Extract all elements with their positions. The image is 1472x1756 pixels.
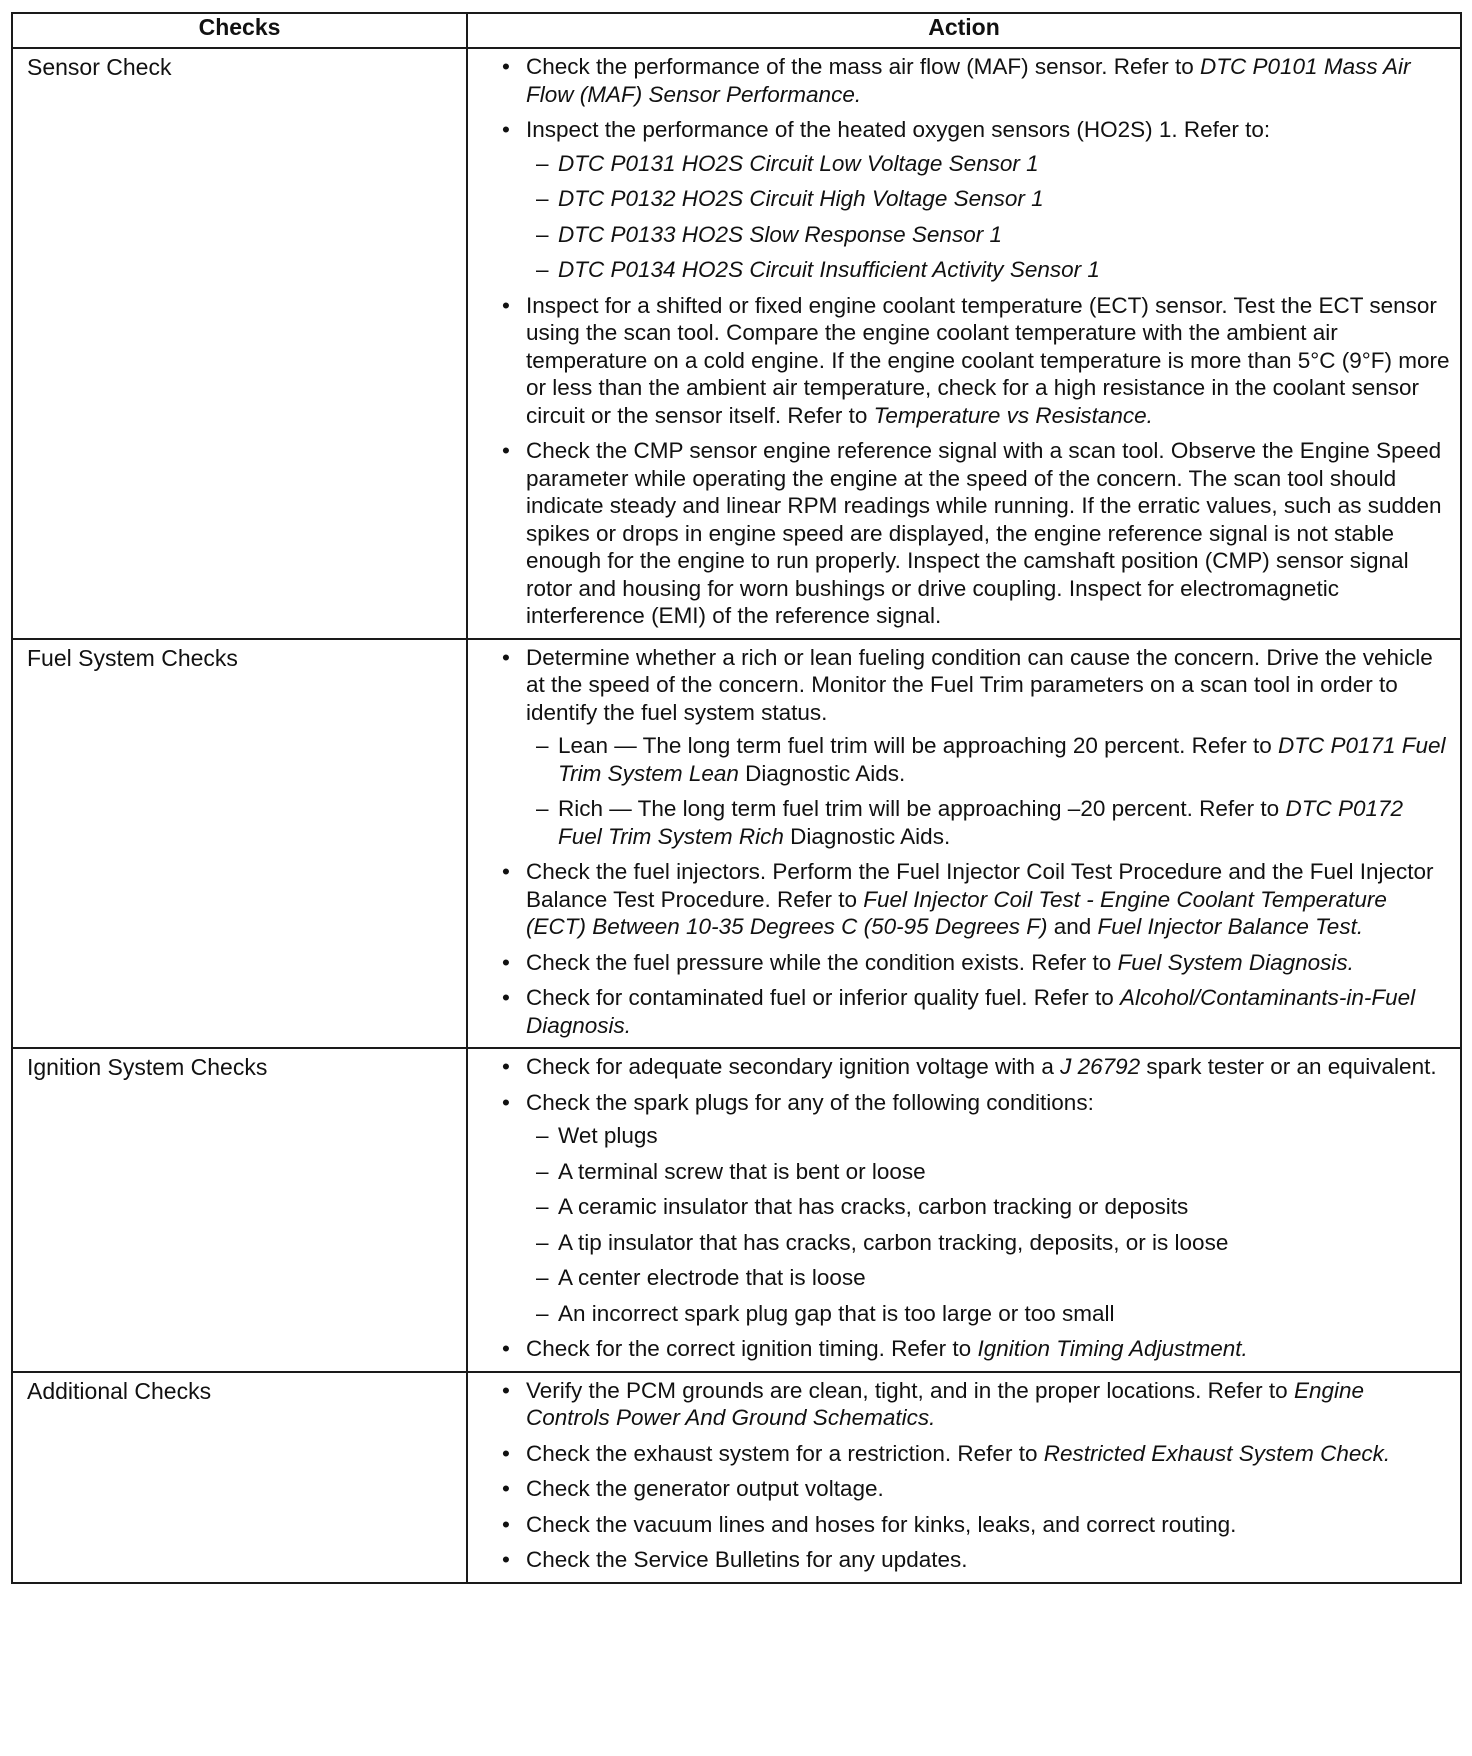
sub-item — [526, 1264, 1450, 1292]
sub-list — [526, 150, 1450, 284]
sub-item — [526, 150, 1450, 178]
action-text: Check the spark plugs for any of the following conditions: — [526, 1089, 1094, 1115]
sub-item — [526, 1300, 1450, 1328]
reference-text: Fuel System Diagnosis. — [1117, 949, 1354, 975]
dash-marker: – — [536, 257, 549, 282]
sub-item — [526, 185, 1450, 213]
dash-marker: – — [536, 1194, 549, 1219]
action-text: Inspect for a shifted or fixed engine coolant temperature (ECT) sensor. Test the ECT sensor using the scan tool. Compare the engine coolant temperature with the ambient air temperature on a cold engine. If the engine coolant temperature is more than 5°C (9°F) more or less than the ambient air temperature, check for a high resistance in the coolant sensor circuit or the sensor itself. Refer to — [526, 292, 1450, 428]
reference-text: DTC P0172 Fuel Trim System Rich — [558, 796, 1404, 849]
sub-list — [526, 732, 1450, 850]
action-cell — [467, 1372, 1461, 1583]
action-list — [498, 1053, 1450, 1363]
action-text: Check the performance of the mass air flow (MAF) sensor. Refer to — [526, 54, 1201, 79]
action-text: Determine whether a rich or lean fueling condition can cause the concern. Drive the vehicle at the speed of the concern. Monitor the Fuel Trim parameters on a scan tool in order to identify the fuel system status. — [526, 644, 1433, 725]
action-item-text — [526, 1512, 1236, 1537]
dash-marker: – — [536, 1300, 549, 1326]
checks-table — [11, 12, 1462, 1584]
check-name: Sensor Check — [12, 48, 467, 639]
action-text: Check the vacuum lines and hoses for kinks, leaks, and correct routing. — [526, 1511, 1237, 1537]
action-item — [498, 1440, 1450, 1468]
reference-text: Ignition Timing Adjustment. — [977, 1336, 1248, 1361]
action-text: spark tester or an equivalent. — [1140, 1054, 1437, 1079]
action-item — [498, 984, 1450, 1039]
dash-marker: – — [536, 1123, 549, 1148]
action-text: Check for adequate secondary ignition voltage with a — [526, 1054, 1061, 1079]
action-item — [498, 1511, 1450, 1539]
action-text: Diagnostic Aids. — [783, 823, 951, 849]
reference-text: Engine Controls Power And Ground Schematics. — [526, 1377, 1364, 1430]
sub-item — [526, 732, 1450, 787]
sub-item — [526, 256, 1450, 284]
reference-text: DTC P0131 HO2S Circuit Low Voltage Sensor 1 — [558, 150, 1039, 176]
reference-text: Restricted Exhaust System Check. — [1043, 1440, 1391, 1466]
sub-item — [526, 795, 1450, 850]
table-row — [12, 1372, 1461, 1583]
reference-text: J 26792 — [1060, 1054, 1141, 1079]
action-item-text — [526, 985, 1415, 1038]
action-item — [498, 292, 1450, 430]
action-text: Check the exhaust system for a restriction. Refer to — [526, 1440, 1044, 1466]
sub-item — [526, 1193, 1450, 1221]
action-text: Diagnostic Aids. — [738, 760, 906, 786]
sub-item — [526, 1229, 1450, 1257]
action-text: A terminal screw that is bent or loose — [558, 1158, 926, 1184]
action-item — [498, 116, 1450, 284]
action-item — [498, 437, 1450, 630]
action-text: Rich — The long term fuel trim will be approaching –20 percent. Refer to — [558, 796, 1286, 821]
action-list — [498, 644, 1450, 1040]
table-row — [12, 1048, 1461, 1372]
action-item — [498, 1335, 1450, 1363]
sub-item — [526, 1158, 1450, 1186]
action-text: Lean — The long term fuel trim will be approaching 20 percent. Refer to — [558, 733, 1278, 758]
action-item-text — [526, 859, 1434, 939]
dash-marker: – — [536, 221, 549, 247]
reference-text: DTC P0133 HO2S Slow Response Sensor 1 — [558, 221, 1002, 247]
sub-list — [526, 1122, 1450, 1327]
action-text: Verify the PCM grounds are clean, tight, and in the proper locations. Refer to — [526, 1377, 1294, 1403]
dash-marker: – — [536, 1229, 549, 1255]
reference-text: Temperature vs Resistance. — [873, 402, 1153, 428]
action-item — [498, 1053, 1450, 1081]
check-name: Ignition System Checks — [12, 1048, 467, 1372]
action-item — [498, 1089, 1450, 1328]
table-row — [12, 48, 1461, 639]
reference-text: DTC P0171 Fuel Trim System Lean — [558, 733, 1446, 786]
action-cell — [467, 48, 1461, 639]
action-text: Wet plugs — [558, 1123, 658, 1148]
action-text: An incorrect spark plug gap that is too large or too small — [558, 1300, 1115, 1326]
action-item-text — [526, 117, 1270, 142]
dash-marker: – — [536, 1158, 549, 1184]
action-item-text — [526, 950, 1354, 975]
dash-marker: – — [536, 150, 549, 176]
reference-text: Fuel Injector Coil Test - Engine Coolant Temperature (ECT) Between 10-35 Degrees C (50-95 Degrees F) — [526, 886, 1387, 939]
action-item — [498, 949, 1450, 977]
action-item-text — [526, 1378, 1364, 1431]
reference-text: Fuel Injector Balance Test. — [1097, 914, 1364, 939]
action-cell — [467, 1048, 1461, 1372]
table-row — [12, 639, 1461, 1049]
table-body — [12, 48, 1461, 1583]
action-list — [498, 53, 1450, 630]
action-cell — [467, 639, 1461, 1049]
dash-marker: – — [536, 1265, 549, 1290]
action-item-text — [526, 1054, 1437, 1079]
action-text: A ceramic insulator that has cracks, carbon tracking or deposits — [558, 1194, 1189, 1219]
action-item — [498, 1546, 1450, 1574]
action-item-text — [526, 1441, 1390, 1466]
action-item-text — [526, 1547, 968, 1572]
header-action: Action — [467, 13, 1461, 48]
action-item — [498, 644, 1450, 851]
action-item-text — [526, 438, 1442, 628]
reference-text: Alcohol/Contaminants-in-Fuel Diagnosis. — [526, 985, 1416, 1038]
action-item-text — [526, 645, 1433, 725]
action-text: Check the generator output voltage. — [526, 1476, 884, 1501]
reference-text: DTC P0134 HO2S Circuit Insufficient Activity Sensor 1 — [558, 257, 1100, 282]
action-item — [498, 1377, 1450, 1432]
action-list — [498, 1377, 1450, 1574]
action-item — [498, 53, 1450, 108]
reference-text: DTC P0132 HO2S Circuit High Voltage Sensor 1 — [558, 186, 1044, 211]
action-item-text — [526, 54, 1411, 107]
reference-text: DTC P0101 Mass Air Flow (MAF) Sensor Performance. — [526, 54, 1411, 107]
action-item — [498, 858, 1450, 941]
sub-item — [526, 1122, 1450, 1150]
dash-marker: – — [536, 796, 549, 821]
action-text: A tip insulator that has cracks, carbon tracking, deposits, or is loose — [558, 1229, 1229, 1255]
dash-marker: – — [536, 733, 549, 758]
action-item-text — [526, 293, 1450, 428]
sub-item — [526, 221, 1450, 249]
header-row — [12, 13, 1461, 48]
action-item-text — [526, 1336, 1248, 1361]
action-item-text — [526, 1476, 884, 1501]
check-name: Fuel System Checks — [12, 639, 467, 1049]
action-item-text — [526, 1090, 1094, 1115]
action-text: Check for contaminated fuel or inferior quality fuel. Refer to — [526, 985, 1121, 1010]
action-text: Check the Service Bulletins for any updates. — [526, 1547, 968, 1572]
action-text: Check the fuel injectors. Perform the Fuel Injector Coil Test Procedure and the Fuel Injector Balance Test Procedure. Refer to — [526, 859, 1434, 912]
action-text: Check for the correct ignition timing. Refer to — [526, 1336, 978, 1361]
action-text: A center electrode that is loose — [558, 1265, 866, 1290]
action-text: and — [1047, 914, 1098, 939]
check-name: Additional Checks — [12, 1372, 467, 1583]
action-text: Check the fuel pressure while the condition exists. Refer to — [526, 949, 1118, 975]
action-text: Inspect the performance of the heated oxygen sensors (HO2S) 1. Refer to: — [526, 117, 1271, 142]
action-item — [498, 1475, 1450, 1503]
action-text: Check the CMP sensor engine reference signal with a scan tool. Observe the Engine Speed parameter while operating the engine at the speed of the concern. The scan tool should indicate steady and linear RPM readings while running. If the erratic values, such as sudden spikes or drops in engine speed are displayed, the engine reference signal is not stable enough for the engine to run properly. Inspect the camshaft position (CMP) sensor signal rotor and housing for worn bushings or drive coupling. Inspect for electromagnetic interference (EMI) of the reference signal. — [526, 438, 1442, 628]
header-checks: Checks — [12, 13, 467, 48]
dash-marker: – — [536, 186, 549, 211]
